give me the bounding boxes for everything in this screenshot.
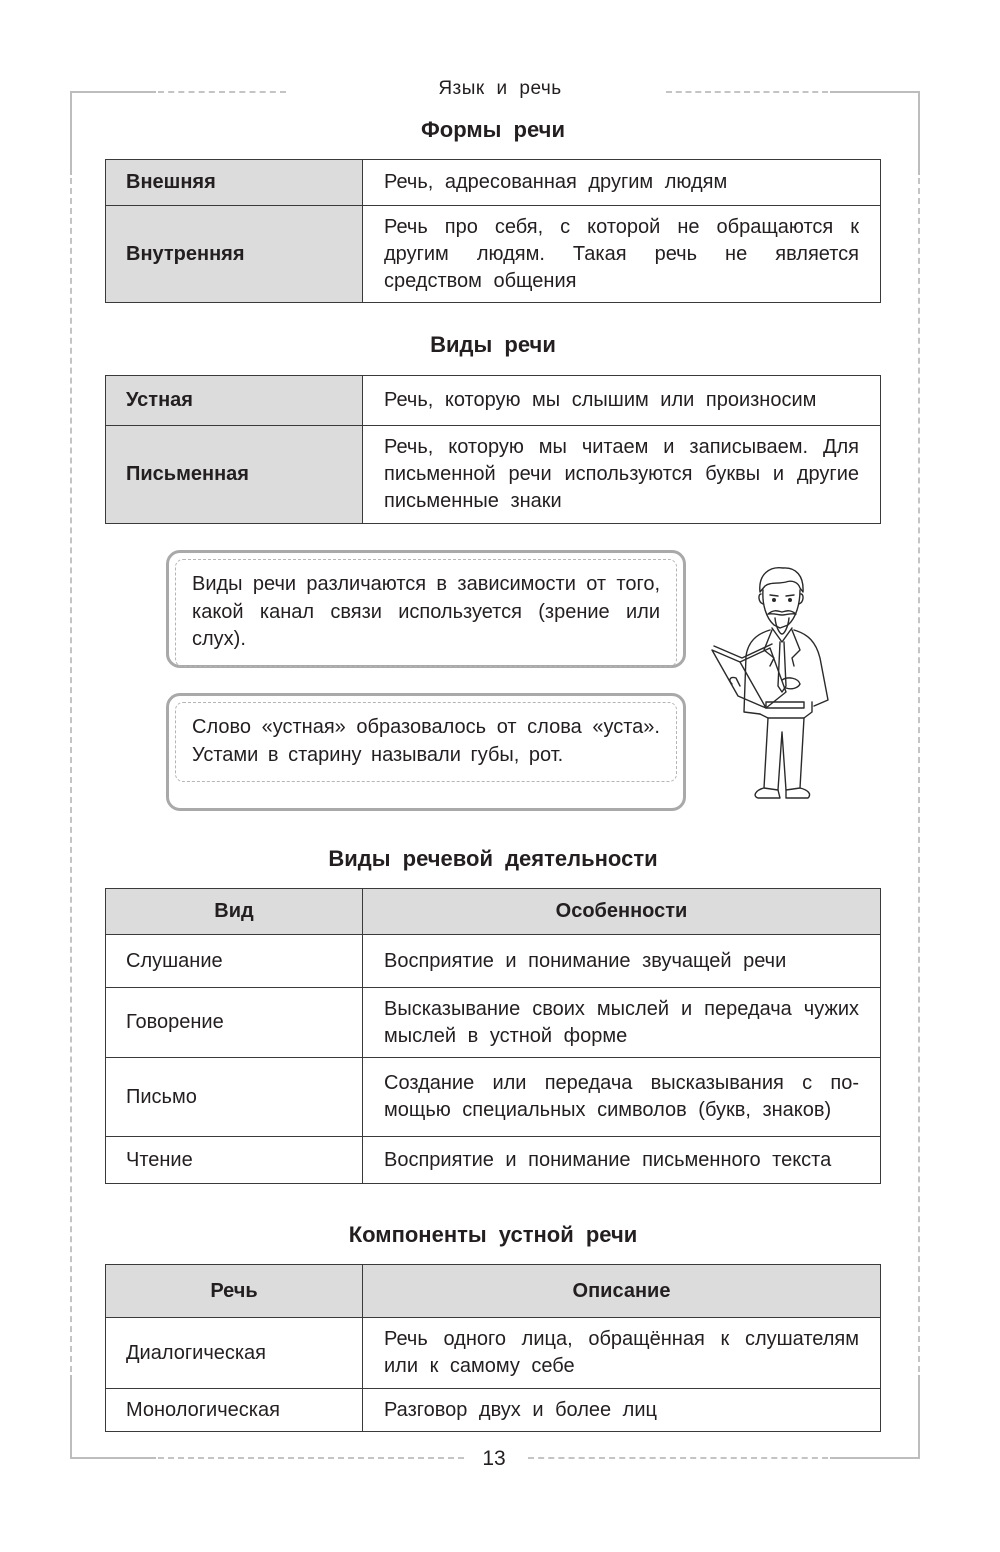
frame-left-dashed — [70, 178, 72, 1372]
column-header: Описание — [363, 1265, 881, 1318]
table-row — [106, 1058, 881, 1137]
description-cell: Разговор двух и более лиц — [363, 1389, 881, 1432]
activities-table — [105, 888, 881, 1184]
kind-cell: Монологическая — [106, 1389, 363, 1432]
term-cell: Письменная — [106, 426, 363, 524]
term-cell: Устная — [106, 376, 363, 426]
frame-left-bottom-solid — [70, 1375, 72, 1458]
description-cell: Речь одного лица, обращённая к слушателям или к самому себе — [363, 1318, 881, 1389]
table-row — [106, 206, 881, 303]
note-box-etymology — [166, 693, 686, 811]
table-row — [106, 1137, 881, 1184]
kind-cell: Чтение — [106, 1137, 363, 1184]
table-row — [106, 935, 881, 988]
term-cell: Внешняя — [106, 160, 363, 206]
column-header: Вид — [106, 889, 363, 935]
types-table — [105, 375, 881, 524]
kind-cell: Говорение — [106, 988, 363, 1058]
running-head: Язык и речь — [438, 78, 562, 99]
table-header-row — [106, 1265, 881, 1318]
features-cell: Создание или передача высказывания с помощью специальных символов (букв, знаков) — [363, 1058, 881, 1137]
features-cell: Восприятие и понимание письменного текста — [363, 1137, 881, 1184]
frame-right-bottom-solid — [918, 1375, 920, 1458]
term-cell: Внутренняя — [106, 206, 363, 303]
definition-cell: Речь, которую мы слышим или произносим — [363, 376, 881, 426]
frame-right-dashed — [918, 178, 920, 1372]
note-box-channels — [166, 550, 686, 668]
column-header: Речь — [106, 1265, 363, 1318]
table-row — [106, 376, 881, 426]
oral-components-table — [105, 1264, 881, 1432]
kind-cell: Слушание — [106, 935, 363, 988]
section-title-types: Виды речи — [430, 332, 556, 357]
section-title-oral-components: Компоненты устной речи — [348, 1222, 638, 1247]
table-row — [106, 1389, 881, 1432]
features-cell: Восприятие и понимание звучащей речи — [363, 935, 881, 988]
frame-left-top-solid — [70, 91, 72, 175]
definition-cell: Речь, адресованная другим людям — [363, 160, 881, 206]
definition-cell: Речь, которую мы читаем и записываем. Для письменной речи используются буквы и другие письменные знаки — [363, 426, 881, 524]
note-text: Слово «устная» образовалось от слова «уста». Устами в старину называли губы, рот. — [175, 702, 677, 782]
table-header-row — [106, 889, 881, 935]
table-row — [106, 426, 881, 524]
kind-cell: Диалогическая — [106, 1318, 363, 1389]
kind-cell: Письмо — [106, 1058, 363, 1137]
section-title-activities: Виды речевой деятельности — [328, 846, 658, 871]
table-row — [106, 1318, 881, 1389]
forms-table — [105, 159, 881, 303]
teacher-reading-book-icon — [708, 562, 848, 802]
page-number: 13 — [482, 1447, 506, 1470]
section-title-forms: Формы речи — [421, 117, 565, 142]
table-row — [106, 988, 881, 1058]
features-cell: Высказывание своих мыслей и передача чужих мыслей в устной форме — [363, 988, 881, 1058]
frame-right-top-solid — [918, 91, 920, 175]
column-header: Особенности — [363, 889, 881, 935]
table-row — [106, 160, 881, 206]
note-text: Виды речи различаются в зависимости от того, какой канал связи используется (зрение или слух). — [175, 559, 677, 667]
definition-cell: Речь про себя, с которой не обращаются к другим людям. Такая речь не является средством общения — [363, 206, 881, 303]
